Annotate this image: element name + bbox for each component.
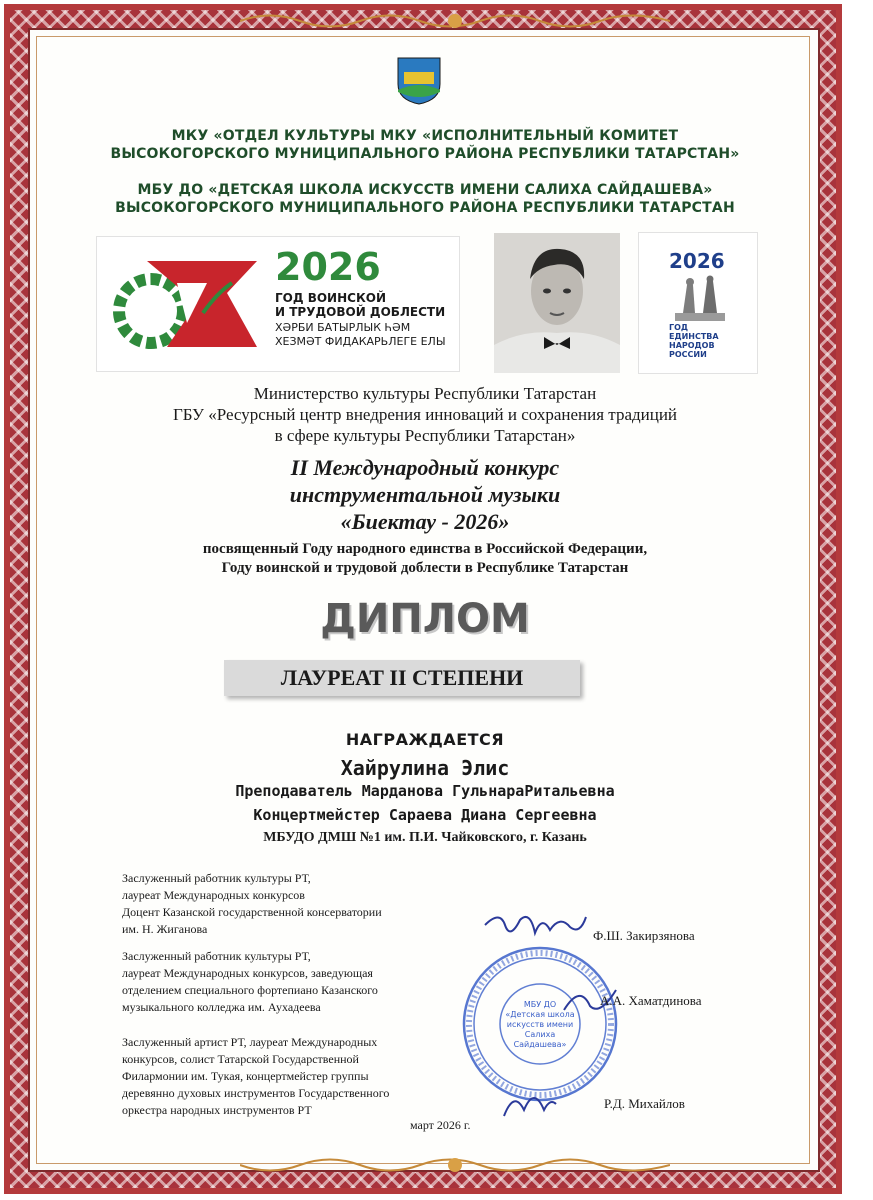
jury-3-line-5: оркестра народных инструментов РТ xyxy=(122,1103,312,1117)
jury-3-line-4: деревянно духовых инструментов Государственного xyxy=(122,1086,390,1100)
jury-1-line-1: Заслуженный работник культуры РТ, xyxy=(122,871,311,885)
logo-text-3: ХӘРБИ БАТЫРЛЫК ҺӘМ xyxy=(275,321,411,334)
organizer-line-3: в сфере культуры Республики Татарстан» xyxy=(274,426,576,445)
stamp-line-3: искусств имени xyxy=(506,1020,574,1029)
signature-1-icon xyxy=(480,905,590,950)
jury-1-line-4: им. Н. Жиганова xyxy=(122,922,208,936)
contest-line-3: «Биектау - 2026» xyxy=(340,509,510,534)
year-of-military-valor-logo xyxy=(96,236,460,372)
dedication-line-1: посвященный Году народного единства в Российской Федерации, xyxy=(202,541,648,557)
unity-text-1: ГОД xyxy=(669,323,689,332)
dedication-block xyxy=(60,540,790,578)
jury-1-line-3: Доцент Казанской государственной консерватории xyxy=(122,905,382,919)
year-of-unity-logo xyxy=(638,232,758,374)
awarded-label: НАГРАЖДАЕТСЯ xyxy=(345,730,505,749)
school-line: МБУДО ДМШ №1 им. П.И. Чайковского, г. Казань xyxy=(263,830,587,845)
unity-text-3: НАРОДОВ xyxy=(669,341,715,350)
jury-3-line-2: конкурсов, солист Татарской Государственной xyxy=(122,1052,359,1066)
contest-title xyxy=(60,454,790,535)
jury-3-line-1: Заслуженный артист РТ, лауреат Международных xyxy=(122,1035,378,1049)
header-line-4: ВЫСОКОГОРСКОГО МУНИЦИПАЛЬНОГО РАЙОНА РЕСПУБЛИКИ ТАТАРСТАН xyxy=(115,200,735,216)
jury-3-line-3: Филармонии им. Тукая, концертмейстер группы xyxy=(122,1069,369,1083)
jury-member-3-credentials xyxy=(122,1034,482,1119)
header-line-2: ВЫСОКОГОРСКОГО МУНИЦИПАЛЬНОГО РАЙОНА РЕСПУБЛИКИ ТАТАРСТАН» xyxy=(110,146,740,162)
unity-logo-year: 2026 xyxy=(669,249,725,273)
logo-text-4: ХЕЗМӘТ ФИДАКАРЬЛЕГЕ ЕЛЫ xyxy=(275,335,446,348)
teacher-line: Преподаватель Марданова ГульнараРитальевна xyxy=(235,782,615,800)
portrait-photo-icon xyxy=(494,233,620,373)
contest-line-1: II Международный конкурс xyxy=(290,455,560,480)
signature-3-icon xyxy=(500,1080,560,1120)
jury-2-line-2: лауреат Международных конкурсов, заведующая xyxy=(122,966,373,980)
organizers-block xyxy=(60,383,790,446)
logo-text-1: ГОД ВОИНСКОЙ xyxy=(275,291,387,305)
dedication-line-2: Году воинской и трудовой доблести в Республике Татарстан xyxy=(221,560,629,576)
jury-1-name: Ф.Ш. Закирзянова xyxy=(593,928,695,943)
top-ornament-icon xyxy=(240,10,670,32)
monument-icon xyxy=(673,275,727,321)
diploma-title: ДИПЛОМ xyxy=(320,596,530,642)
header-line-3: МБУ ДО «ДЕТСКАЯ ШКОЛА ИСКУССТВ ИМЕНИ САЛИХА САЙДАШЕВА» xyxy=(137,182,713,198)
unity-text-4: РОССИИ xyxy=(669,350,707,359)
header-line-1: МКУ «ОТДЕЛ КУЛЬТУРЫ МКУ «ИСПОЛНИТЕЛЬНЫЙ КОМИТЕТ xyxy=(171,128,679,144)
issue-date: март 2026 г. xyxy=(410,1118,471,1132)
laureate-badge: ЛАУРЕАТ II СТЕПЕНИ xyxy=(224,660,580,696)
logo-text-2: И ТРУДОВОЙ ДОБЛЕСТИ xyxy=(275,305,446,319)
jury-2-line-4: музыкального колледжа им. Аухадеева xyxy=(122,1000,321,1014)
jury-2-line-3: отделением специального фортепиано Казанского xyxy=(122,983,378,997)
bottom-ornament-icon xyxy=(240,1154,670,1176)
logo-year: 2026 xyxy=(275,245,381,289)
jury-2-name: А.А. Хаматдинова xyxy=(600,993,702,1008)
jury-2-line-1: Заслуженный работник культуры РТ, xyxy=(122,949,311,963)
jury-3-name: Р.Д. Михайлов xyxy=(604,1096,685,1111)
organizer-line-2: ГБУ «Ресурсный центр внедрения инноваций и сохранения традиций xyxy=(172,405,678,424)
accompanist-line: Концертмейстер Сараева Диана Сергеевна xyxy=(253,806,597,824)
stamp-line-2: «Детская школа xyxy=(505,1010,575,1019)
stamp-line-1: МБУ ДО xyxy=(523,1000,557,1009)
winner-name: Хайрулина Элис xyxy=(340,756,510,780)
jury-1-line-2: лауреат Международных конкурсов xyxy=(122,888,305,902)
unity-logo-text xyxy=(669,323,719,359)
organizer-line-1: Министерство культуры Республики Татарстан xyxy=(253,384,597,403)
stamp-line-4: Салиха Сайдашева» xyxy=(513,1030,567,1049)
unity-text-2: ЕДИНСТВА xyxy=(669,332,719,341)
jury-member-2-credentials xyxy=(122,948,482,1016)
star-gear-emblem-icon xyxy=(107,253,267,355)
contest-line-2: инструментальной музыки xyxy=(289,482,561,507)
jury-member-1-credentials xyxy=(122,870,482,938)
coat-of-arms-icon xyxy=(396,56,442,106)
